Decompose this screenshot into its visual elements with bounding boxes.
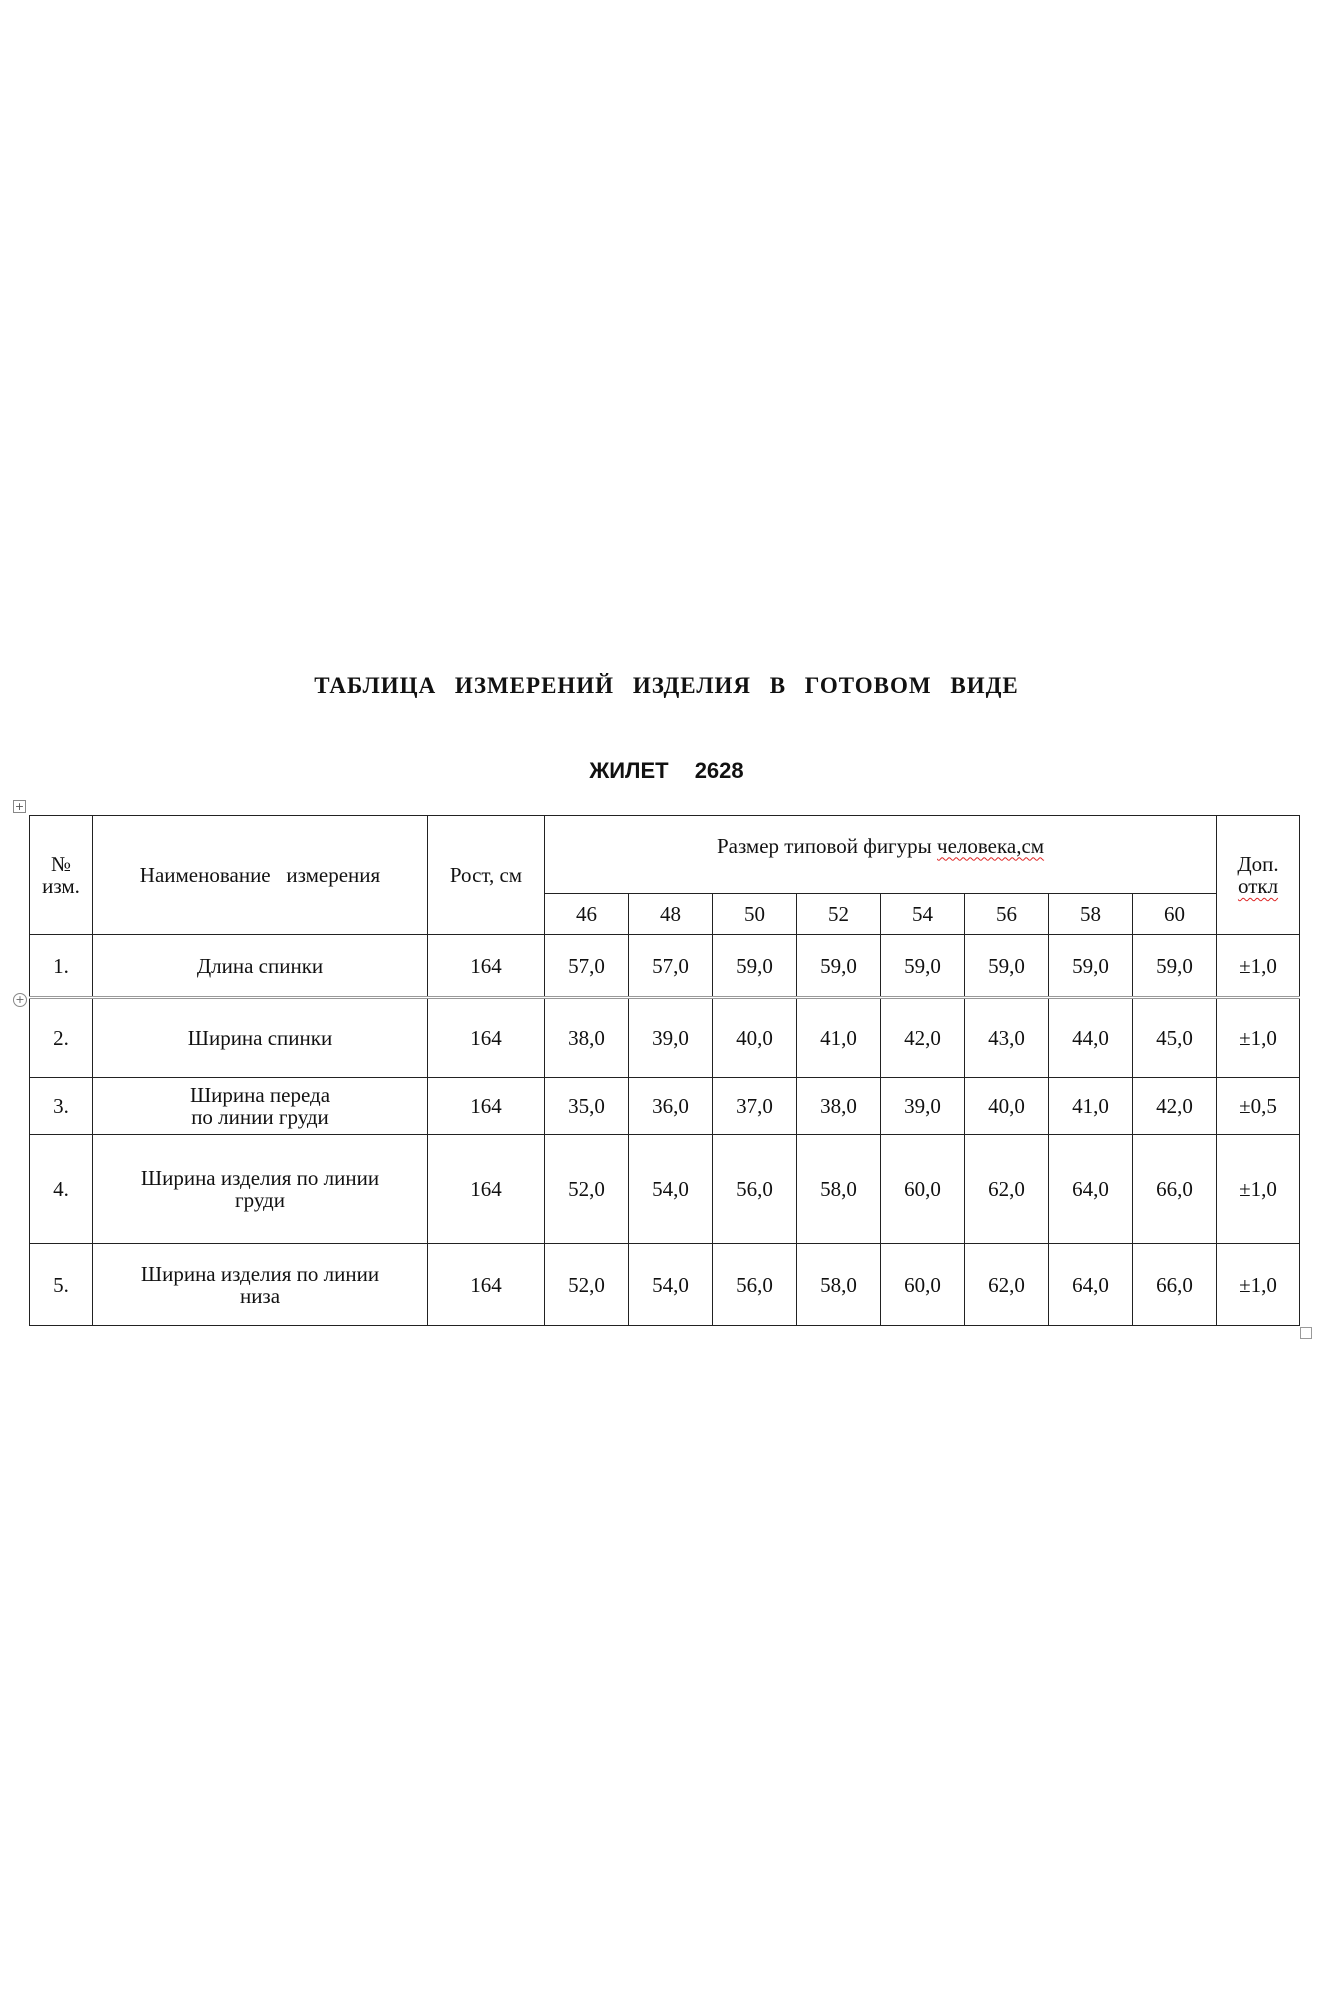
- header-size-group-label-prefix: Размер типовой фигуры: [716, 833, 938, 858]
- size-value-cell: 37,0: [713, 1078, 797, 1135]
- tolerance-cell: ±0,5: [1217, 1078, 1300, 1135]
- size-value-cell: 38,0: [545, 998, 629, 1078]
- size-value-cell: 59,0: [1049, 935, 1133, 998]
- size-value-cell: 64,0: [1049, 1135, 1133, 1244]
- header-num-label: изм.: [42, 874, 80, 898]
- measurement-name-line2: по линии груди: [191, 1105, 329, 1129]
- header-name-label: Наименование измерения: [139, 863, 381, 887]
- table-row: [30, 1078, 1300, 1135]
- tolerance-cell: ±1,0: [1217, 935, 1300, 998]
- table-row: [30, 1135, 1300, 1244]
- size-value-cell: 56,0: [713, 1244, 797, 1326]
- size-value-cell: 62,0: [965, 1135, 1049, 1244]
- header-num-symbol: №: [50, 852, 72, 876]
- header-row: [30, 816, 1300, 894]
- size-value-cell: 59,0: [965, 935, 1049, 998]
- header-size-group-label-suffix: человека,см: [937, 833, 1045, 858]
- size-value-cell: 66,0: [1133, 1135, 1217, 1244]
- size-header-cell: 46: [545, 894, 629, 935]
- size-header-cell: 58: [1049, 894, 1133, 935]
- size-value-cell: 59,0: [797, 935, 881, 998]
- measurement-name-cell: [93, 1078, 428, 1135]
- measurement-name-line2: груди: [235, 1188, 285, 1212]
- header-height-label: Рост, см: [449, 863, 523, 887]
- header-tolerance-line1: Доп.: [1237, 852, 1279, 876]
- size-value-cell: 52,0: [545, 1244, 629, 1326]
- tolerance-cell: ±1,0: [1217, 1244, 1300, 1326]
- size-value-cell: 57,0: [545, 935, 629, 998]
- size-value-cell: 41,0: [797, 998, 881, 1078]
- size-header-cell: 48: [629, 894, 713, 935]
- size-value-cell: 44,0: [1049, 998, 1133, 1078]
- measurement-name-line1: Ширина переда: [189, 1083, 331, 1107]
- measurement-table: [29, 815, 1300, 1326]
- header-tolerance-cell: [1217, 816, 1300, 935]
- size-header-cell: 50: [713, 894, 797, 935]
- size-header-cell: 54: [881, 894, 965, 935]
- size-header-cell: 60: [1133, 894, 1217, 935]
- size-value-cell: 60,0: [881, 1135, 965, 1244]
- size-value-cell: 58,0: [797, 1135, 881, 1244]
- measurement-name-line1: Длина спинки: [196, 953, 324, 978]
- measurement-name-line1: Ширина изделия по линии: [140, 1166, 380, 1190]
- size-value-cell: 40,0: [965, 1078, 1049, 1135]
- size-value-cell: 56,0: [713, 1135, 797, 1244]
- height-cell: 164: [428, 1135, 545, 1244]
- insert-row-icon[interactable]: +: [13, 993, 27, 1007]
- measurement-name-cell: [93, 935, 428, 998]
- size-value-cell: 60,0: [881, 1244, 965, 1326]
- measurement-name-cell: [93, 1135, 428, 1244]
- size-value-cell: 42,0: [881, 998, 965, 1078]
- size-value-cell: 38,0: [797, 1078, 881, 1135]
- table-row: [30, 1244, 1300, 1326]
- size-value-cell: 45,0: [1133, 998, 1217, 1078]
- height-cell: 164: [428, 998, 545, 1078]
- size-header-cell: 52: [797, 894, 881, 935]
- size-value-cell: 42,0: [1133, 1078, 1217, 1135]
- size-value-cell: 54,0: [629, 1135, 713, 1244]
- header-num-cell: [30, 816, 93, 935]
- measurement-name-line1: Ширина спинки: [187, 1026, 333, 1050]
- size-value-cell: 35,0: [545, 1078, 629, 1135]
- size-value-cell: 64,0: [1049, 1244, 1133, 1326]
- measurement-name-cell: [93, 998, 428, 1078]
- tolerance-cell: ±1,0: [1217, 1135, 1300, 1244]
- size-value-cell: 39,0: [629, 998, 713, 1078]
- size-value-cell: 39,0: [881, 1078, 965, 1135]
- header-height-cell: [428, 816, 545, 935]
- size-header-cell: 56: [965, 894, 1049, 935]
- table-move-handle-icon[interactable]: +: [14, 800, 25, 813]
- header-name-cell: [93, 816, 428, 935]
- size-value-cell: 62,0: [965, 1244, 1049, 1326]
- size-value-cell: 59,0: [1133, 935, 1217, 998]
- size-value-cell: 41,0: [1049, 1078, 1133, 1135]
- row-number-cell: 2.: [30, 998, 93, 1078]
- document-title: ТАБЛИЦА ИЗМЕРЕНИЙ ИЗДЕЛИЯ В ГОТОВОМ ВИДЕ: [314, 673, 1019, 698]
- header-size-group-cell: [545, 816, 1217, 894]
- size-value-cell: 54,0: [629, 1244, 713, 1326]
- height-cell: 164: [428, 1244, 545, 1326]
- height-cell: 164: [428, 1078, 545, 1135]
- size-value-cell: 36,0: [629, 1078, 713, 1135]
- table-resize-handle-icon[interactable]: [1300, 1327, 1312, 1339]
- row-number-cell: 5.: [30, 1244, 93, 1326]
- size-value-cell: 66,0: [1133, 1244, 1217, 1326]
- measurement-name-cell: [93, 1244, 428, 1326]
- height-cell: 164: [428, 935, 545, 998]
- size-value-cell: 58,0: [797, 1244, 881, 1326]
- product-subtitle: ЖИЛЕТ 2628: [589, 758, 744, 783]
- table-row: [30, 998, 1300, 1078]
- table-row: [30, 935, 1300, 998]
- row-number-cell: 4.: [30, 1135, 93, 1244]
- size-value-cell: 59,0: [713, 935, 797, 998]
- row-number-cell: 1.: [30, 935, 93, 998]
- size-value-cell: 40,0: [713, 998, 797, 1078]
- size-value-cell: 52,0: [545, 1135, 629, 1244]
- size-value-cell: 57,0: [629, 935, 713, 998]
- measurement-name-line2: низа: [239, 1283, 281, 1308]
- size-value-cell: 59,0: [881, 935, 965, 998]
- header-tolerance-line2: откл: [1237, 874, 1279, 898]
- row-number-cell: 3.: [30, 1078, 93, 1135]
- tolerance-cell: ±1,0: [1217, 998, 1300, 1078]
- measurement-name-line1: Ширина изделия по линии: [140, 1261, 380, 1286]
- size-value-cell: 43,0: [965, 998, 1049, 1078]
